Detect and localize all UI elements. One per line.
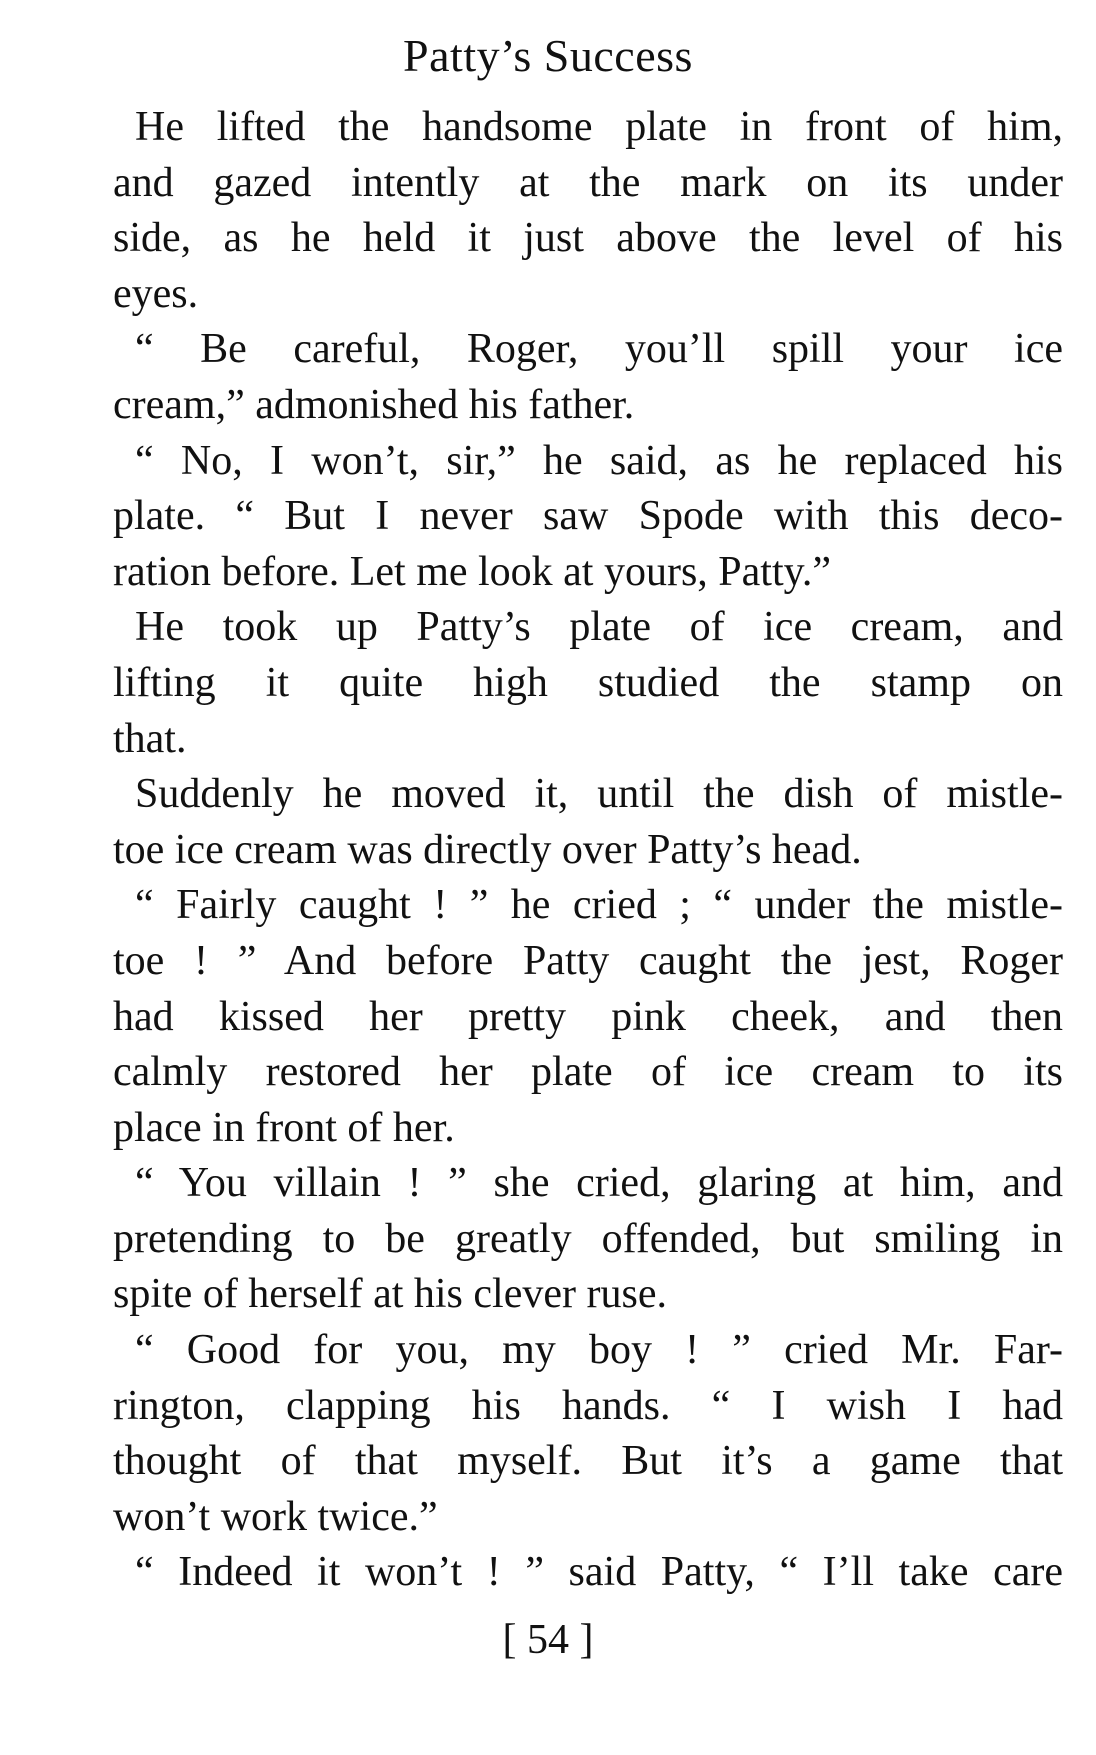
text-line: Suddenly he moved it, until the dish of mistle- [135, 771, 1063, 818]
text-line: calmly restored her plate of ice cream to its [113, 1049, 1063, 1096]
text-line: pretending to be greatly offended, but smiling in [113, 1215, 1063, 1262]
text-line: had kissed her pretty pink cheek, and then [113, 993, 1063, 1040]
body-text [113, 100, 1063, 1601]
text-line: “ Fairly caught ! ” he cried ; “ under the mistle- [135, 882, 1063, 929]
text-line: spite of herself at his clever ruse. [113, 1271, 667, 1318]
text-line: won’t work twice.” [113, 1493, 438, 1540]
text-line: He lifted the handsome plate in front of him, [135, 104, 1063, 150]
text-line: toe ! ” And before Patty caught the jest, Roger [113, 937, 1063, 984]
paragraph [113, 322, 1063, 433]
text-line: rington, clapping his hands. “ I wish I had [113, 1382, 1063, 1429]
text-line: “ Be careful, Roger, you’ll spill your ice [135, 326, 1063, 373]
text-line: ration before. Let me look at yours, Patty.” [113, 548, 832, 595]
text-line: plate. “ But I never saw Spode with this deco- [113, 493, 1063, 540]
text-line: “ Indeed it won’t ! ” said Patty, “ I’ll take care [135, 1549, 1063, 1596]
paragraph [113, 1323, 1063, 1545]
paragraph [113, 878, 1063, 1156]
paragraph [113, 100, 1063, 322]
paragraph [113, 1545, 1063, 1601]
paragraph [113, 1156, 1063, 1323]
page-number: [ 54 ] [502, 1617, 594, 1663]
text-line: lifting it quite high studied the stamp on [113, 659, 1063, 706]
paragraph [113, 600, 1063, 767]
running-head: Patty’s Success [403, 30, 693, 81]
text-line: cream,” admonished his father. [113, 381, 635, 428]
paragraph [113, 767, 1063, 878]
text-line: toe ice cream was directly over Patty’s head. [113, 826, 862, 873]
text-line: and gazed intently at the mark on its under [113, 159, 1063, 206]
paragraph [113, 434, 1063, 601]
text-line: He took up Patty’s plate of ice cream, and [135, 604, 1063, 651]
text-line: that. [113, 715, 187, 762]
text-line: place in front of her. [113, 1104, 455, 1151]
text-line: eyes. [113, 270, 199, 317]
text-line: side, as he held it just above the level of his [113, 215, 1063, 262]
text-line: “ You villain ! ” she cried, glaring at him, and [135, 1160, 1063, 1207]
text-line: thought of that myself. But it’s a game that [113, 1438, 1063, 1485]
text-line: “ Good for you, my boy ! ” cried Mr. Far- [135, 1327, 1063, 1374]
text-line: “ No, I won’t, sir,” he said, as he replaced his [135, 437, 1063, 484]
